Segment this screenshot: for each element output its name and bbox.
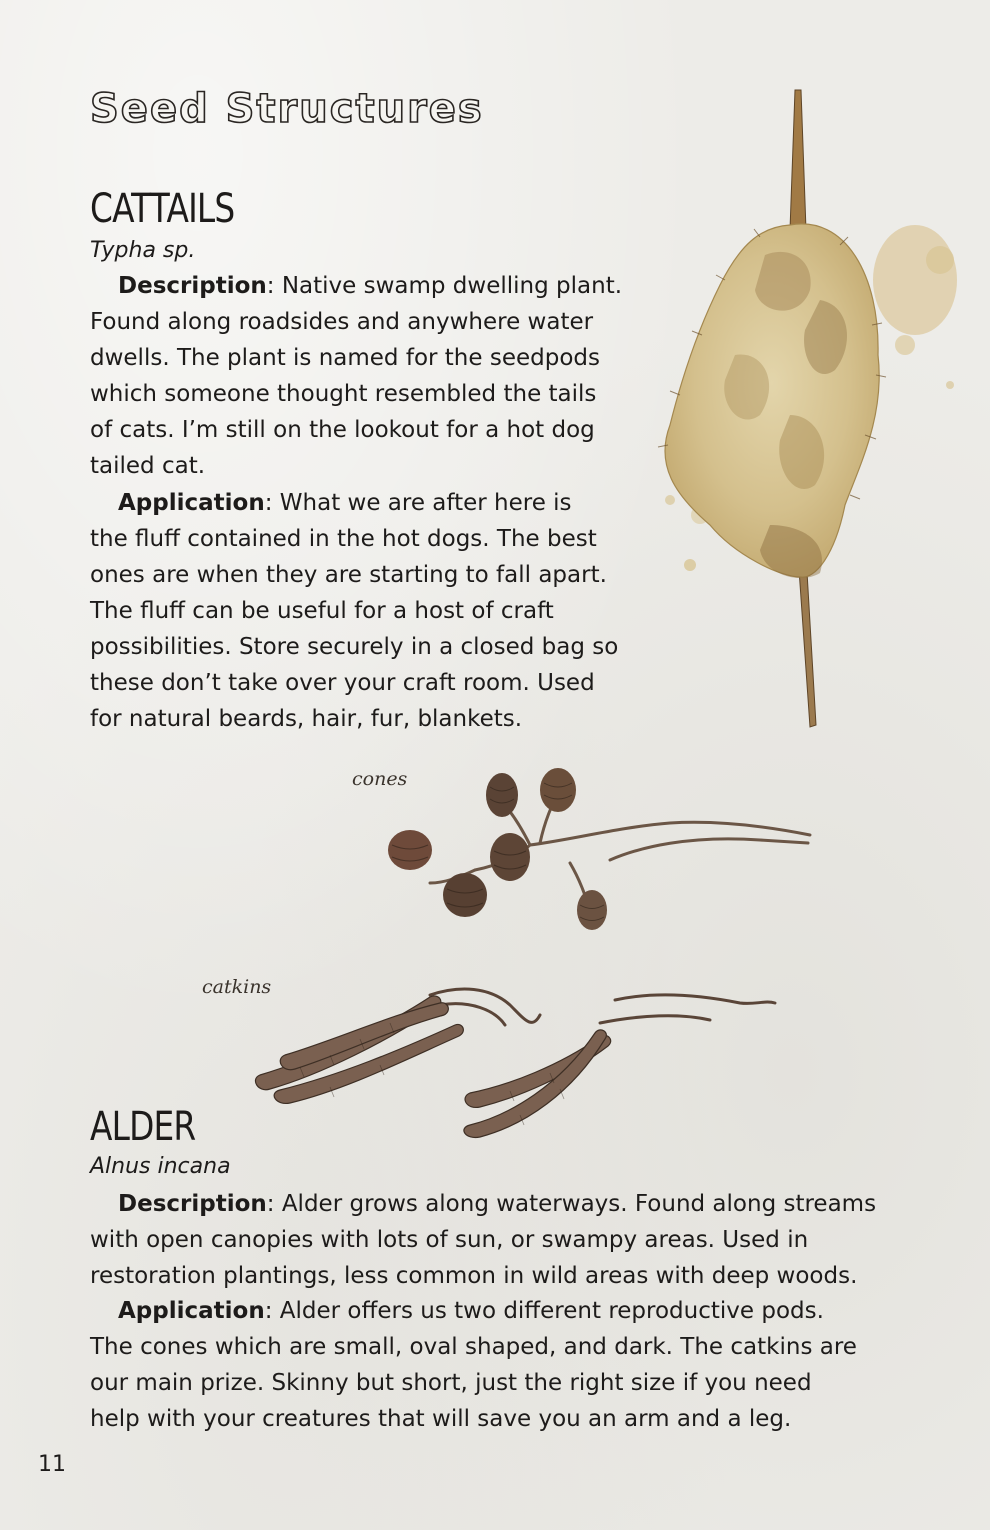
alder-description-label: Description (118, 1191, 267, 1217)
alder-description (90, 1186, 970, 1294)
cattails-application-line: possibilities. Store securely in a closed bag so (90, 634, 619, 660)
cattails-application-line: for natural beards, hair, fur, blankets. (90, 706, 523, 732)
cattails-description-line: of cats. I’m still on the lookout for a hot dog (90, 417, 595, 443)
alder-application (90, 1293, 970, 1437)
alder-application-line: our main prize. Skinny but short, just the right size if you need (90, 1370, 812, 1396)
cattails-application (90, 485, 650, 737)
cattails-scientific-name: Typha sp. (90, 238, 196, 263)
alder-description-line: : Alder grows along waterways. Found along streams (266, 1191, 877, 1217)
cattails-application-label: Application (118, 490, 265, 516)
cattails-description-line: dwells. The plant is named for the seedpods (90, 345, 600, 371)
cattails-description-label: Description (118, 273, 267, 299)
cattails-application-line: the fluff contained in the hot dogs. The best (90, 526, 597, 552)
alder-heading: ALDER (90, 1104, 196, 1150)
cattails-description-line: which someone thought resembled the tails (90, 381, 597, 407)
cattails-application-line: ones are when they are starting to fall apart. (90, 562, 607, 588)
cattails-description (90, 268, 650, 484)
alder-application-line: : Alder offers us two different reproductive pods. (264, 1298, 824, 1324)
alder-catkins-illustration (240, 975, 785, 1145)
alder-application-line: help with your creatures that will save you an arm and a leg. (90, 1406, 792, 1432)
alder-cones-illustration (380, 765, 820, 940)
cattails-description-line: Found along roadsides and anywhere water (90, 309, 594, 335)
cones-label: cones (352, 768, 408, 790)
catkins-label: catkins (202, 976, 272, 998)
cattails-application-line: these don’t take over your craft room. Used (90, 670, 595, 696)
cattails-application-line: : What we are after here is (264, 490, 572, 516)
cattails-description-line: tailed cat. (90, 453, 206, 479)
alder-application-line: The cones which are small, oval shaped, and dark. The catkins are (90, 1334, 857, 1360)
alder-scientific-name: Alnus incana (90, 1154, 231, 1179)
alder-application-label: Application (118, 1298, 265, 1324)
cattail-illustration (640, 85, 980, 730)
alder-description-line: restoration plantings, less common in wild areas with deep woods. (90, 1263, 858, 1289)
cattails-application-line: The fluff can be useful for a host of craft (90, 598, 554, 624)
page-number: 11 (38, 1452, 66, 1477)
cattails-description-line: : Native swamp dwelling plant. (266, 273, 623, 299)
alder-description-line: with open canopies with lots of sun, or swampy areas. Used in (90, 1227, 809, 1253)
page-title: Seed Structures (90, 86, 484, 132)
cattails-heading: CATTAILS (90, 186, 235, 232)
